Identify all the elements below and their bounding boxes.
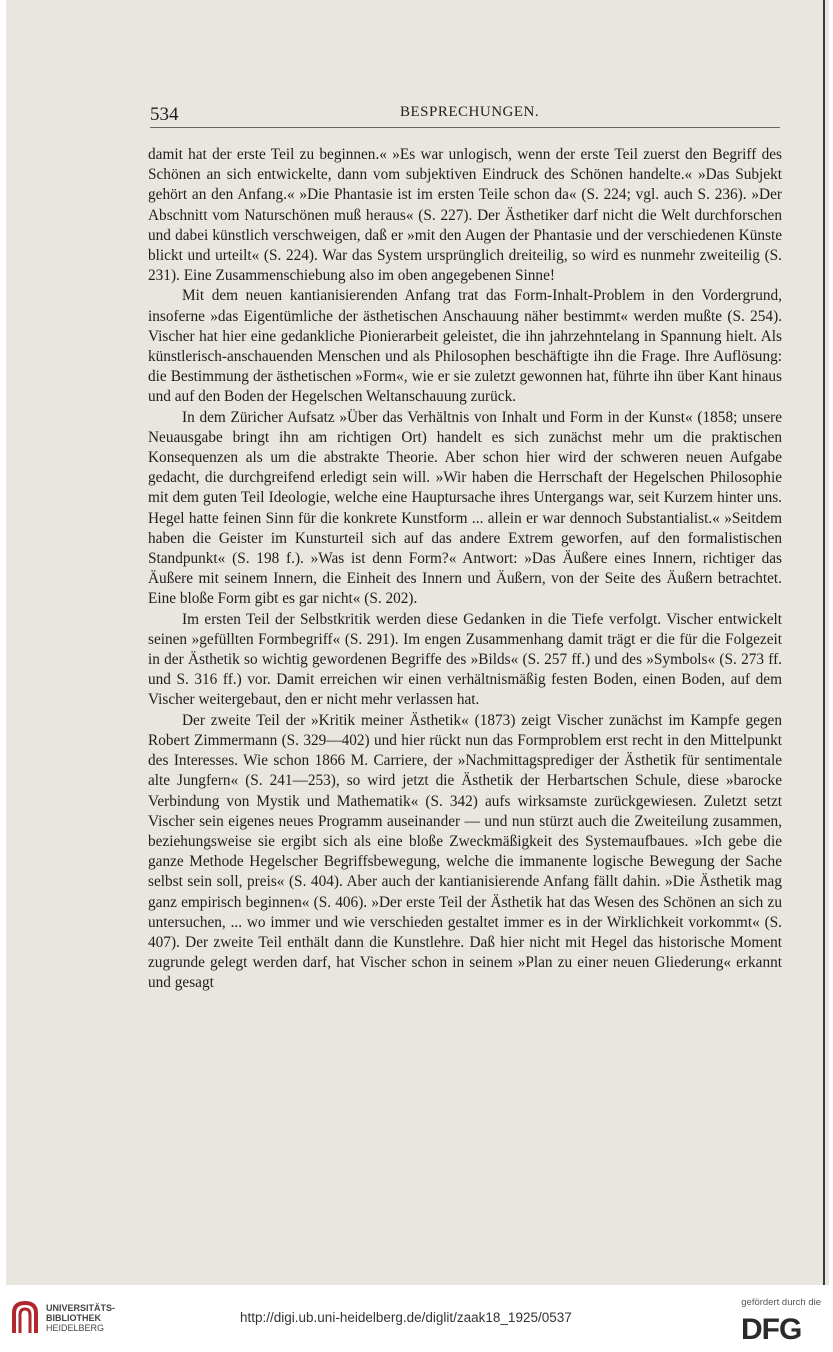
sponsor-caption: gefördert durch die bbox=[741, 1297, 821, 1308]
article-body bbox=[148, 145, 782, 994]
viewer-footer bbox=[0, 1285, 833, 1352]
permalink-url[interactable]: http://digi.ub.uni-heidelberg.de/diglit/zaak18_1925/0537 bbox=[240, 1310, 572, 1325]
paragraph-4: Im ersten Teil der Selbstkritik werden diese Gedanken in die Tiefe verfolgt. Vischer entwickelt seinen »gefüllten Formbegriff« (S. 291). Im engen Zusammenhang damit trägt er die für die Folgezeit in der Ästhetik so wichtig gewordenen Begriffe des »Bilds« (S. 257 ff.) und des »Symbols« (S. 273 ff. und S. 316 ff.) vor. Damit erreichen wir einen verhältnismäßig festen Boden, einen Boden, auf dem Vischer weitergebaut, den er nicht mehr verlassen hat. bbox=[148, 610, 782, 709]
page-edge bbox=[823, 0, 825, 1285]
running-title: BESPRECHUNGEN. bbox=[400, 104, 540, 120]
header-rule bbox=[150, 127, 780, 128]
dfg-sponsor bbox=[735, 1293, 825, 1348]
library-name-3: HEIDELBERG bbox=[46, 1323, 105, 1333]
library-name-2: BIBLIOTHEK bbox=[46, 1313, 101, 1323]
ub-logo-icon bbox=[10, 1299, 40, 1335]
library-name-1: UNIVERSITÄTS- bbox=[46, 1303, 116, 1313]
paragraph-2: Mit dem neuen kantianisierenden Anfang trat das Form-Inhalt-Problem in den Vordergrund, insoferne »das Eigentümliche der ästhetischen Anschauung näher bestimmt« werden mußte (S. 254). Vischer hat hier eine gedankliche Pionierarbeit geleistet, die ihn jahrzehntelang in Spannung hielt. Als künstlerisch-anschauenden Menschen und als Philosophen beschäftigte ihn die Frage. Ihre Auflösung: die Bestimmung der ästhetischen »Form«, wie er sie zuletzt gewonnen hat, führte ihn über Kant hinaus und auf den Boden der Hegelschen Weltanschauung zurück. bbox=[148, 287, 782, 406]
paragraph-3: In dem Züricher Aufsatz »Über das Verhältnis von Inhalt und Form in der Kunst« (1858; unsere Neuausgabe bringt ihn am richtigen Ort) handelt es sich zunächst mehr um die praktischen Konsequenzen als um die abstrakte Theorie. Aber schon hier wird der schweren neuen Aufgabe gedacht, die durchgreifend erledigt sein will. »Wir haben die Herrschaft der Hegelschen Philosophie mit dem guten Teil Ideologie, welche eine Hauptursache ihres Untergangs war, seit Kurzem hinter uns. Hegel hatte feinen Sinn für die konkrete Kunstform ... allein er war dennoch Substantialist.« »Seitdem haben die Geister im Kunsturteil sich auf das andere Extrem geworfen, auf den formalistischen Standpunkt« (S. 198 f.). »Was ist denn Form?« Antwort: »Das Äußere eines Innern, richtiger das Äußere mit seinem Innern, die Einheit des Innern und Äußern, von der Seite des Äußern betrachtet. Eine bloße Form gibt es gar nicht« (S. 202). bbox=[148, 408, 782, 608]
ub-heidelberg-logo[interactable] bbox=[10, 1299, 160, 1339]
page-number: 534 bbox=[150, 104, 179, 125]
dfg-logo: DFG bbox=[741, 1313, 802, 1346]
paragraph-1: damit hat der erste Teil zu beginnen.« »Es war unlogisch, wenn der erste Teil zuerst den Begriff des Schönen an sich entwickelte, dann vom subjektiven Eindruck des Schönen handelte.« »Das Subjekt gehört an den Anfang.« »Die Phantasie ist im ersten Teile schon da« (S. 224; vgl. auch S. 236). »Der Abschnitt vom Naturschönen muß heraus« (S. 227). Der Ästhetiker darf nicht die Welt durchforschen und dabei künstlich verschweigen, daß er »mit den Augen der Phantasie und der verschiedenen Künste blickt und urteilt« (S. 224). War das System ursprünglich dreiteilig, so wird es nunmehr zweiteilig (S. 231). Eine Zusammenschiebung also im oben angegebenen Sinne! bbox=[148, 146, 782, 285]
paragraph-5: Der zweite Teil der »Kritik meiner Ästhetik« (1873) zeigt Vischer zunächst im Kampfe gegen Robert Zimmermann (S. 329—402) und hier rückt nun das Formproblem erst recht in den Mittelpunkt des Interesses. Wie schon 1866 M. Carriere, der »Nachmittagsprediger der Ästhetik für sentimentale alte Jungfern« (S. 241—253), so wird jetzt die Ästhetik der Herbartschen Schule, diese »barocke Verbindung von Mystik und Mathematik« (S. 342) aufs wirksamste zurückgewiesen. Zuletzt setzt Vischer sein eigenes neues Programm auseinander — und nun stürzt auch die Zweiteilung zusammen, beziehungsweise sie ergibt sich als eine bloße Zweckmäßigkeit des Systemaufbaues. »Ich gebe die ganze Methode Hegelscher Begriffsbewegung, welche die immanente logische Bewegung der Sache selbst sein soll, preis« (S. 404). Aber auch der kantianisierende Anfang fällt dahin. »Die Ästhetik mag ganz empirisch beginnen« (S. 406). »Der erste Teil der Ästhetik hat das Wesen des Schönen an sich zu untersuchen, ... wo immer und wie verschieden gestaltet immer es in der Wirklichkeit vorkommt« (S. 407). Der zweite Teil enthält dann die Kunstlehre. Daß hier nicht mit Hegel das historische Moment zugrunde gelegt werden darf, hat Vischer schon in seinem »Plan zu einer neuen Gliederung« erkannt und gesagt bbox=[148, 711, 782, 992]
